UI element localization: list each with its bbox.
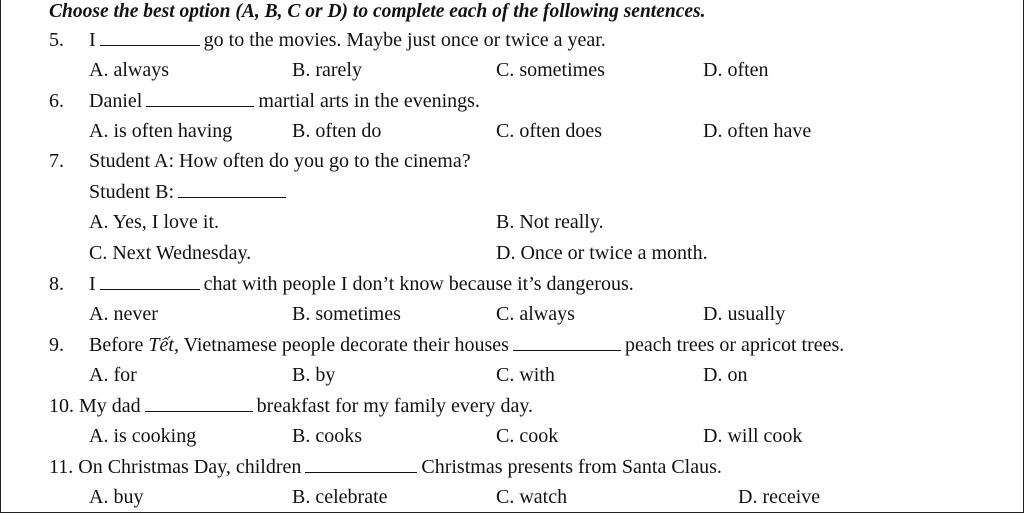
answer-blank[interactable] [178, 179, 286, 198]
instruction-heading: Choose the best option (A, B, C or D) to complete each of the following sentences. [49, 1, 706, 22]
option-d[interactable]: D. will cook [703, 425, 803, 447]
question-stem: I go to the movies. Maybe just once or twice a year. [89, 29, 606, 51]
option-d[interactable]: D. Once or twice a month. [496, 242, 708, 264]
option-c[interactable]: C. cook [496, 425, 559, 447]
option-a[interactable]: A. is cooking [89, 425, 197, 447]
option-a[interactable]: A. is often having [89, 120, 233, 142]
option-b[interactable]: B. Not really. [496, 211, 604, 233]
option-b[interactable]: B. celebrate [292, 486, 388, 508]
option-b[interactable]: B. often do [292, 120, 382, 142]
option-c[interactable]: C. sometimes [496, 59, 605, 81]
question-stem: I chat with people I don’t know because it’s dangerous. [89, 273, 634, 295]
question-number: 8. [49, 273, 64, 295]
option-c[interactable]: C. always [496, 303, 575, 325]
option-a[interactable]: A. always [89, 59, 169, 81]
answer-blank[interactable] [100, 27, 200, 46]
option-c[interactable]: C. with [496, 364, 555, 386]
option-a[interactable]: A. Yes, I love it. [89, 211, 220, 233]
option-d[interactable]: D. on [703, 364, 748, 386]
option-b[interactable]: B. cooks [292, 425, 362, 447]
question-number: 11. On Christmas Day, children Christmas presents from Santa Claus. [49, 456, 722, 478]
question-stem: Student A: How often do you go to the cinema? [89, 150, 471, 172]
option-c[interactable]: C. Next Wednesday. [89, 242, 252, 264]
question-stem: Student B: [89, 177, 290, 207]
answer-blank[interactable] [305, 454, 417, 473]
question-number: 6. [49, 90, 64, 112]
option-b[interactable]: B. rarely [292, 59, 362, 81]
option-a[interactable]: A. never [89, 303, 158, 325]
question-stem: Daniel martial arts in the evenings. [89, 90, 480, 112]
option-d[interactable]: D. receive [738, 486, 821, 508]
answer-blank[interactable] [513, 332, 621, 351]
option-c[interactable]: C. often does [496, 120, 603, 142]
option-d[interactable]: D. often [703, 59, 769, 81]
answer-blank[interactable] [146, 88, 254, 107]
option-a[interactable]: A. for [89, 364, 137, 386]
question-stem: Before Tết, Vietnamese people decorate their houses peach trees or apricot trees. [89, 334, 845, 356]
option-b[interactable]: B. by [292, 364, 336, 386]
answer-blank[interactable] [145, 393, 253, 412]
option-d[interactable]: D. often have [703, 120, 812, 142]
option-d[interactable]: D. usually [703, 303, 786, 325]
option-c[interactable]: C. watch [496, 486, 568, 508]
question-number: 7. [49, 150, 64, 172]
answer-blank[interactable] [100, 271, 200, 290]
question-number: 5. [49, 29, 64, 51]
question-number: 10. My dad breakfast for my family every day. [49, 395, 534, 417]
question-number: 9. [49, 334, 64, 356]
option-a[interactable]: A. buy [89, 486, 144, 508]
option-b[interactable]: B. sometimes [292, 303, 401, 325]
